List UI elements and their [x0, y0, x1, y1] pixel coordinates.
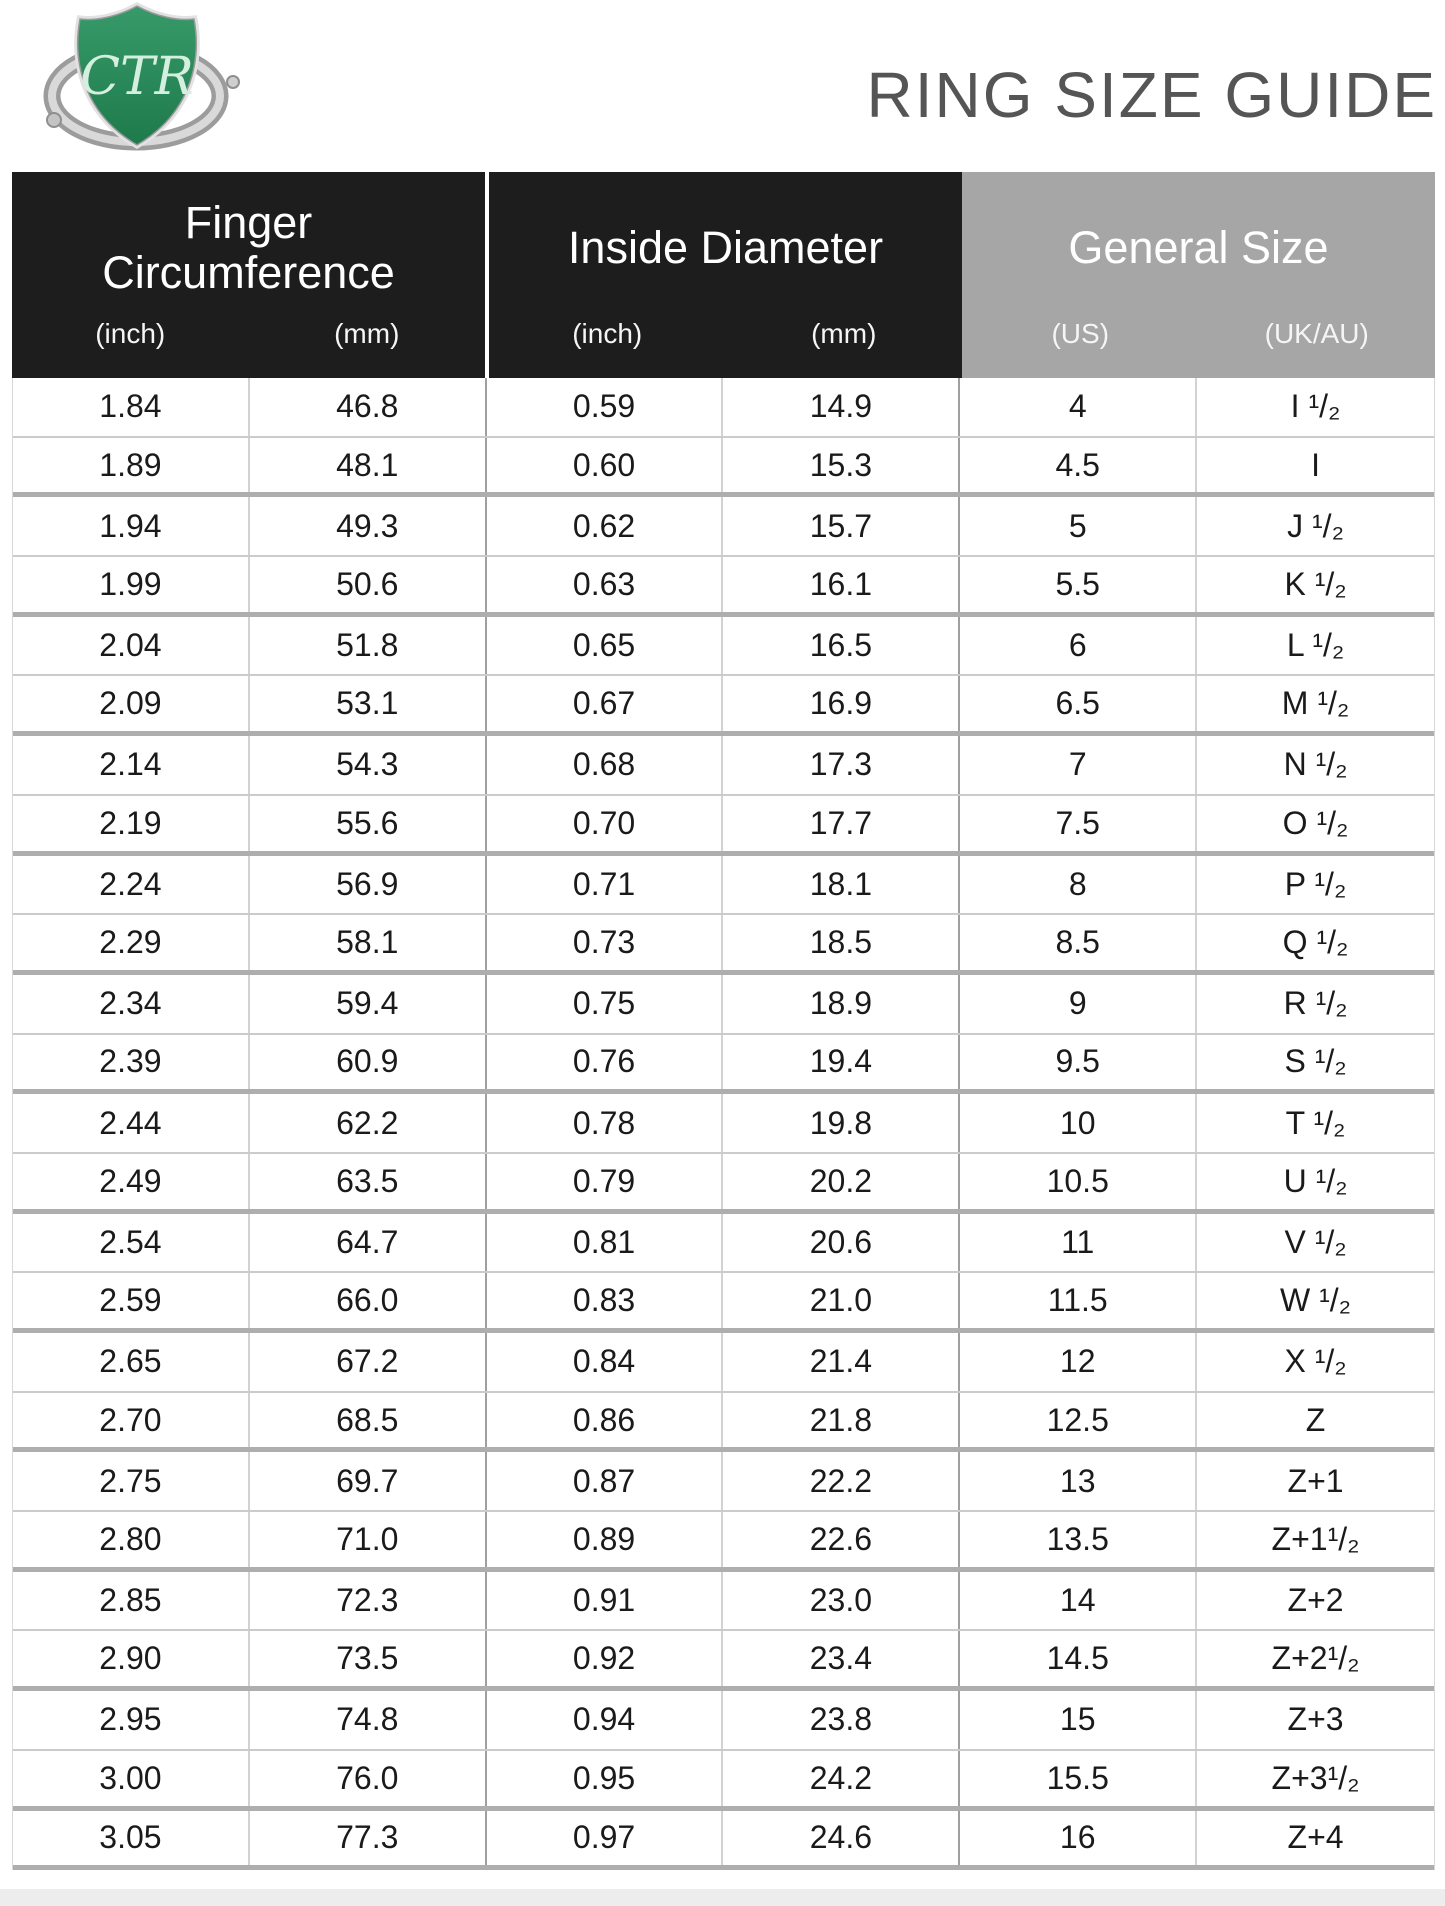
table-row [13, 1214, 1434, 1274]
table-cell: Z [1305, 1401, 1326, 1438]
table-cell: W ¹/₂ [1280, 1282, 1352, 1319]
table-cell: 0.94 [487, 1691, 724, 1749]
table-cell: 67.2 [250, 1333, 487, 1391]
table-cell: 5 [960, 497, 1197, 555]
table-cell: 0.65 [487, 617, 724, 675]
unit-label: (mm) [334, 318, 400, 349]
table-cell: 1.84 [13, 378, 250, 436]
table-cell: 6.5 [960, 676, 1197, 731]
table-cell: 2.54 [13, 1214, 250, 1272]
table-cell: 0.79 [487, 1154, 724, 1209]
table-cell: 2.75 [13, 1452, 250, 1510]
table-cell: 0.73 [487, 915, 724, 970]
group-label: General Size [1068, 221, 1329, 273]
footer-strip [0, 1889, 1445, 1906]
table-cell: Q ¹/₂ [1282, 924, 1349, 961]
table-cell: 14.5 [960, 1631, 1197, 1686]
table-cell: 0.63 [487, 557, 724, 612]
table-row [13, 617, 1434, 677]
table-cell: M ¹/₂ [1281, 685, 1350, 722]
table-cell: Z+1 [1287, 1462, 1344, 1499]
table-cell: 20.2 [723, 1154, 960, 1209]
table-cell: 1.94 [13, 497, 250, 555]
table-cell: 14.9 [723, 378, 960, 436]
table-cell: N ¹/₂ [1283, 746, 1348, 783]
group-units [962, 318, 1435, 378]
table-cell: I [1311, 446, 1320, 483]
unit-label: (inch) [95, 318, 166, 349]
table-cell: 49.3 [250, 497, 487, 555]
table-cell: 0.81 [487, 1214, 724, 1272]
table-cell: 23.0 [723, 1572, 960, 1630]
table-cell: 14 [960, 1572, 1197, 1630]
column-group-inside-diameter [485, 172, 962, 378]
table-row [13, 796, 1434, 856]
table-cell: 2.19 [13, 796, 250, 851]
table-cell: 58.1 [250, 915, 487, 970]
table-cell: 0.84 [487, 1333, 724, 1391]
table-cell: 0.78 [487, 1094, 724, 1152]
table-cell: 2.80 [13, 1512, 250, 1567]
table-row [13, 915, 1434, 975]
table-cell: 63.5 [250, 1154, 487, 1209]
table-cell: 60.9 [250, 1035, 487, 1090]
table-cell: 0.71 [487, 856, 724, 914]
table-row [13, 975, 1434, 1035]
table-cell: U ¹/₂ [1283, 1162, 1348, 1199]
table-cell: 13 [960, 1452, 1197, 1510]
table-cell: 50.6 [250, 557, 487, 612]
table-cell: 71.0 [250, 1512, 487, 1567]
table-cell: 19.4 [723, 1035, 960, 1090]
table-cell: L ¹/₂ [1286, 627, 1345, 664]
table-row [13, 497, 1434, 557]
table-cell: 17.3 [723, 736, 960, 794]
table-cell: 2.59 [13, 1273, 250, 1328]
table-cell: 16.9 [723, 676, 960, 731]
table-cell: 0.70 [487, 796, 724, 851]
table-cell: 23.4 [723, 1631, 960, 1686]
table-row [13, 1751, 1434, 1811]
table-cell: 1.89 [13, 438, 250, 493]
table-cell: 15 [960, 1691, 1197, 1749]
table-row [13, 378, 1434, 438]
table-cell: 13.5 [960, 1512, 1197, 1567]
table-cell: 7.5 [960, 796, 1197, 851]
table-cell: 74.8 [250, 1691, 487, 1749]
table-row [13, 1572, 1434, 1632]
table-cell: 16.5 [723, 617, 960, 675]
table-cell: 2.39 [13, 1035, 250, 1090]
table-row [13, 1333, 1434, 1393]
table-row [13, 1035, 1434, 1095]
table-cell: 15.7 [723, 497, 960, 555]
table-cell: 3.05 [13, 1811, 250, 1866]
table-cell: 76.0 [250, 1751, 487, 1806]
table-cell: S ¹/₂ [1284, 1043, 1347, 1080]
table-row [13, 1154, 1434, 1214]
table-cell: T ¹/₂ [1285, 1104, 1346, 1141]
table-cell: 21.4 [723, 1333, 960, 1391]
column-group-general-size [962, 172, 1435, 378]
table-cell: 0.68 [487, 736, 724, 794]
table-cell: 9 [960, 975, 1197, 1033]
table-cell: 9.5 [960, 1035, 1197, 1090]
table-cell: X ¹/₂ [1284, 1343, 1347, 1380]
table-cell: 64.7 [250, 1214, 487, 1272]
table-cell: 17.7 [723, 796, 960, 851]
table-cell: 5.5 [960, 557, 1197, 612]
table-cell: 62.2 [250, 1094, 487, 1152]
table-cell: O ¹/₂ [1282, 804, 1349, 841]
table-cell: 0.87 [487, 1452, 724, 1510]
group-label: Finger Circumference [102, 196, 395, 298]
table-cell: 8.5 [960, 915, 1197, 970]
table-cell: 22.2 [723, 1452, 960, 1510]
table-cell: 16 [960, 1811, 1197, 1866]
table-cell: 2.14 [13, 736, 250, 794]
table-cell: 0.76 [487, 1035, 724, 1090]
table-cell: 2.70 [13, 1393, 250, 1448]
table-row [13, 1691, 1434, 1751]
table-cell: 2.24 [13, 856, 250, 914]
table-cell: J ¹/₂ [1287, 507, 1344, 544]
table-cell: 69.7 [250, 1452, 487, 1510]
column-group-finger-circumference [12, 172, 485, 378]
table-cell: 16.1 [723, 557, 960, 612]
table-cell: 18.9 [723, 975, 960, 1033]
table-cell: 2.04 [13, 617, 250, 675]
table-cell: 15.5 [960, 1751, 1197, 1806]
table-cell: 0.83 [487, 1273, 724, 1328]
page-title: RING SIZE GUIDE [866, 59, 1437, 131]
table-cell: 20.6 [723, 1214, 960, 1272]
table-cell: 0.59 [487, 378, 724, 436]
table-cell: 55.6 [250, 796, 487, 851]
table-header [12, 172, 1435, 378]
table-cell: 12.5 [960, 1393, 1197, 1448]
table-cell: Z+1¹/₂ [1271, 1520, 1360, 1557]
table-cell: I ¹/₂ [1290, 388, 1341, 425]
table-cell: 48.1 [250, 438, 487, 493]
table-cell: 21.8 [723, 1393, 960, 1448]
table-row [13, 676, 1434, 736]
table-cell: 2.65 [13, 1333, 250, 1391]
table-cell: 54.3 [250, 736, 487, 794]
table-cell: 18.1 [723, 856, 960, 914]
table-cell: R ¹/₂ [1283, 985, 1348, 1022]
table-cell: 4.5 [960, 438, 1197, 493]
table-cell: 11.5 [960, 1273, 1197, 1328]
table-cell: 0.67 [487, 676, 724, 731]
table-cell: V ¹/₂ [1284, 1223, 1347, 1260]
table-cell: Z+2 [1287, 1582, 1344, 1619]
table-cell: Z+3¹/₂ [1271, 1759, 1360, 1796]
table-cell: 0.97 [487, 1811, 724, 1866]
table-row [13, 736, 1434, 796]
table-cell: Z+4 [1287, 1819, 1344, 1856]
unit-label: (inch) [572, 318, 643, 349]
table-cell: 68.5 [250, 1393, 487, 1448]
table-cell: 0.60 [487, 438, 724, 493]
table-cell: 2.95 [13, 1691, 250, 1749]
table-cell: 56.9 [250, 856, 487, 914]
table-row [13, 1393, 1434, 1453]
unit-label: (US) [1051, 318, 1110, 349]
unit-label: (UK/AU) [1264, 318, 1369, 349]
table-cell: 2.90 [13, 1631, 250, 1686]
table-cell: 66.0 [250, 1273, 487, 1328]
table-cell: Z+3 [1287, 1701, 1344, 1738]
table-row [13, 856, 1434, 916]
table-cell: 23.8 [723, 1691, 960, 1749]
table-row [13, 557, 1434, 617]
table-cell: 2.49 [13, 1154, 250, 1209]
table-cell: 2.34 [13, 975, 250, 1033]
table-row [13, 438, 1434, 498]
table-row [13, 1452, 1434, 1512]
table-cell: 6 [960, 617, 1197, 675]
table-cell: 18.5 [723, 915, 960, 970]
table-cell: 2.44 [13, 1094, 250, 1152]
table-cell: 4 [960, 378, 1197, 436]
table-cell: 73.5 [250, 1631, 487, 1686]
table-row [13, 1273, 1434, 1333]
table-cell: 22.6 [723, 1512, 960, 1567]
ctr-shield-icon [78, 6, 197, 145]
table-cell: 0.91 [487, 1572, 724, 1630]
table-cell: 1.99 [13, 557, 250, 612]
ctr-ring-logo [28, 2, 246, 164]
table-cell: 15.3 [723, 438, 960, 493]
table-cell: 7 [960, 736, 1197, 794]
table-cell: 53.1 [250, 676, 487, 731]
table-cell: 19.8 [723, 1094, 960, 1152]
table-row [13, 1094, 1434, 1154]
table-cell: 24.6 [723, 1811, 960, 1866]
table-cell: 72.3 [250, 1572, 487, 1630]
table-cell: 46.8 [250, 378, 487, 436]
ring-size-table [12, 172, 1435, 1870]
table-cell: P ¹/₂ [1284, 865, 1347, 902]
table-cell: K ¹/₂ [1284, 565, 1347, 602]
table-body [12, 378, 1435, 1870]
table-cell: 59.4 [250, 975, 487, 1033]
table-row [13, 1811, 1434, 1871]
table-cell: 0.92 [487, 1631, 724, 1686]
unit-label: (mm) [811, 318, 877, 349]
table-cell: 51.8 [250, 617, 487, 675]
table-cell: 2.09 [13, 676, 250, 731]
table-cell: 0.62 [487, 497, 724, 555]
table-cell: 0.95 [487, 1751, 724, 1806]
table-cell: 3.00 [13, 1751, 250, 1806]
table-row [13, 1631, 1434, 1691]
table-cell: 0.86 [487, 1393, 724, 1448]
ctr-monogram: CTR [80, 47, 194, 107]
table-cell: 2.29 [13, 915, 250, 970]
table-cell: 10 [960, 1094, 1197, 1152]
table-cell: 10.5 [960, 1154, 1197, 1209]
table-cell: 2.85 [13, 1572, 250, 1630]
table-row [13, 1512, 1434, 1572]
table-cell: 12 [960, 1333, 1197, 1391]
table-cell: 24.2 [723, 1751, 960, 1806]
table-cell: 0.89 [487, 1512, 724, 1567]
table-cell: 11 [960, 1214, 1197, 1272]
table-cell: 8 [960, 856, 1197, 914]
group-label: Inside Diameter [567, 221, 884, 273]
table-cell: 77.3 [250, 1811, 487, 1866]
group-units [12, 318, 485, 378]
table-cell: Z+2¹/₂ [1271, 1640, 1360, 1677]
table-cell: 21.0 [723, 1273, 960, 1328]
group-units [489, 318, 962, 378]
table-cell: 0.75 [487, 975, 724, 1033]
